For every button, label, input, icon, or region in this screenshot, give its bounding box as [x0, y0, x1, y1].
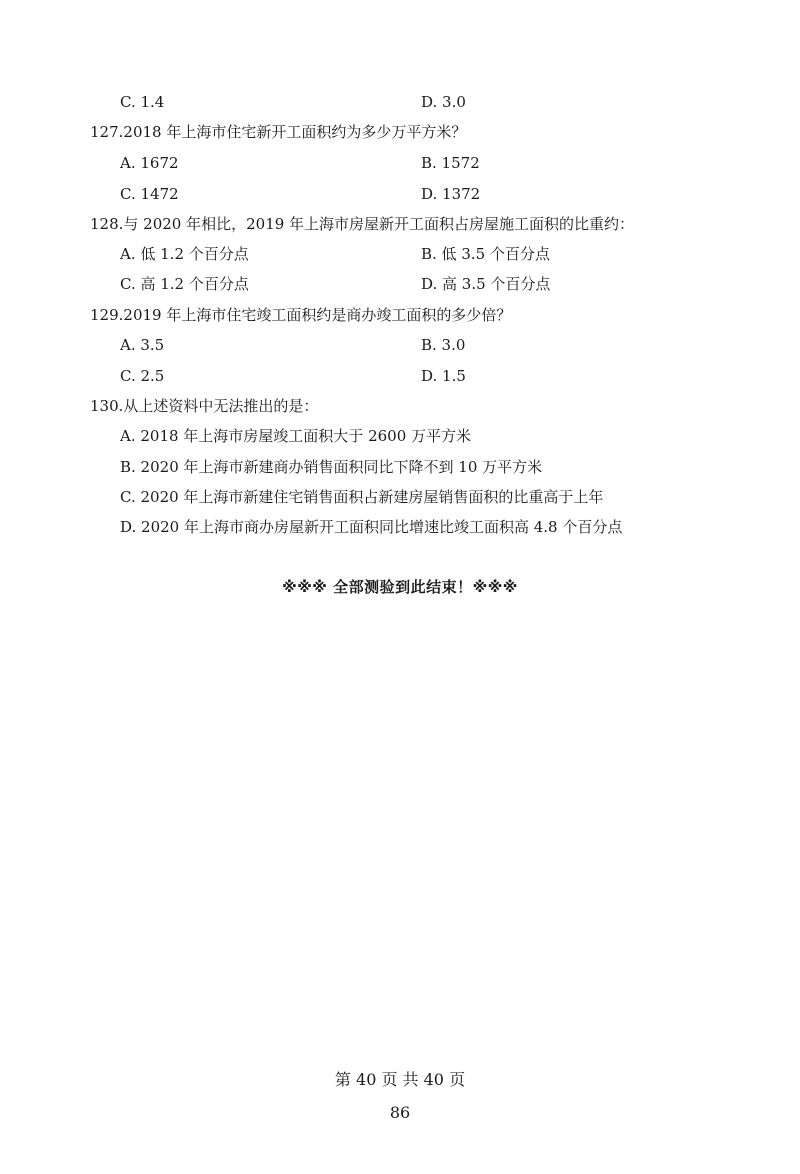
q130-option-a: A. 2018 年上海市房屋竣工面积大于 2600 万平方米 — [120, 427, 472, 445]
q130-option-b: B. 2020 年上海市新建商办销售面积同比下降不到 10 万平方米 — [120, 458, 543, 476]
q127-option-c: C. 1472 — [120, 185, 179, 203]
q126-option-c: C. 1.4 — [120, 93, 165, 111]
q127-option-a: A. 1672 — [120, 154, 179, 172]
q129-option-a: A. 3.5 — [120, 336, 165, 354]
q127-stem: 127.2018 年上海市住宅新开工面积约为多少万平方米？ — [90, 123, 467, 141]
q130-option-d: D. 2020 年上海市商办房屋新开工面积同比增速比竣工面积高 4.8 个百分点 — [120, 518, 623, 536]
q127-option-d: D. 1372 — [421, 185, 481, 203]
q128-option-b: B. 低 3.5 个百分点 — [421, 245, 550, 263]
q129-option-d: D. 1.5 — [421, 367, 466, 385]
q130-option-c: C. 2020 年上海市新建住宅销售面积占新建房屋销售面积的比重高于上年 — [120, 488, 604, 506]
q127-option-b: B. 1572 — [421, 154, 480, 172]
q130-stem: 130.从上述资料中无法推出的是： — [90, 397, 319, 415]
q129-option-b: B. 3.0 — [421, 336, 466, 354]
page-number: 86 — [389, 1103, 411, 1122]
end-of-test-marker: ※※※ 全部测验到此结束！※※※ — [282, 578, 518, 596]
q128-option-a: A. 低 1.2 个百分点 — [120, 245, 249, 263]
q128-stem: 128.与 2020 年相比，2019 年上海市房屋新开工面积占房屋施工面积的比重约： — [90, 215, 635, 233]
page-info: 第 40 页 共 40 页 — [334, 1070, 466, 1089]
q126-option-d: D. 3.0 — [421, 93, 466, 111]
q128-option-d: D. 高 3.5 个百分点 — [421, 275, 551, 293]
q128-option-c: C. 高 1.2 个百分点 — [120, 275, 249, 293]
q129-stem: 129.2019 年上海市住宅竣工面积约是商办竣工面积的多少倍？ — [90, 306, 512, 324]
q129-option-c: C. 2.5 — [120, 367, 165, 385]
